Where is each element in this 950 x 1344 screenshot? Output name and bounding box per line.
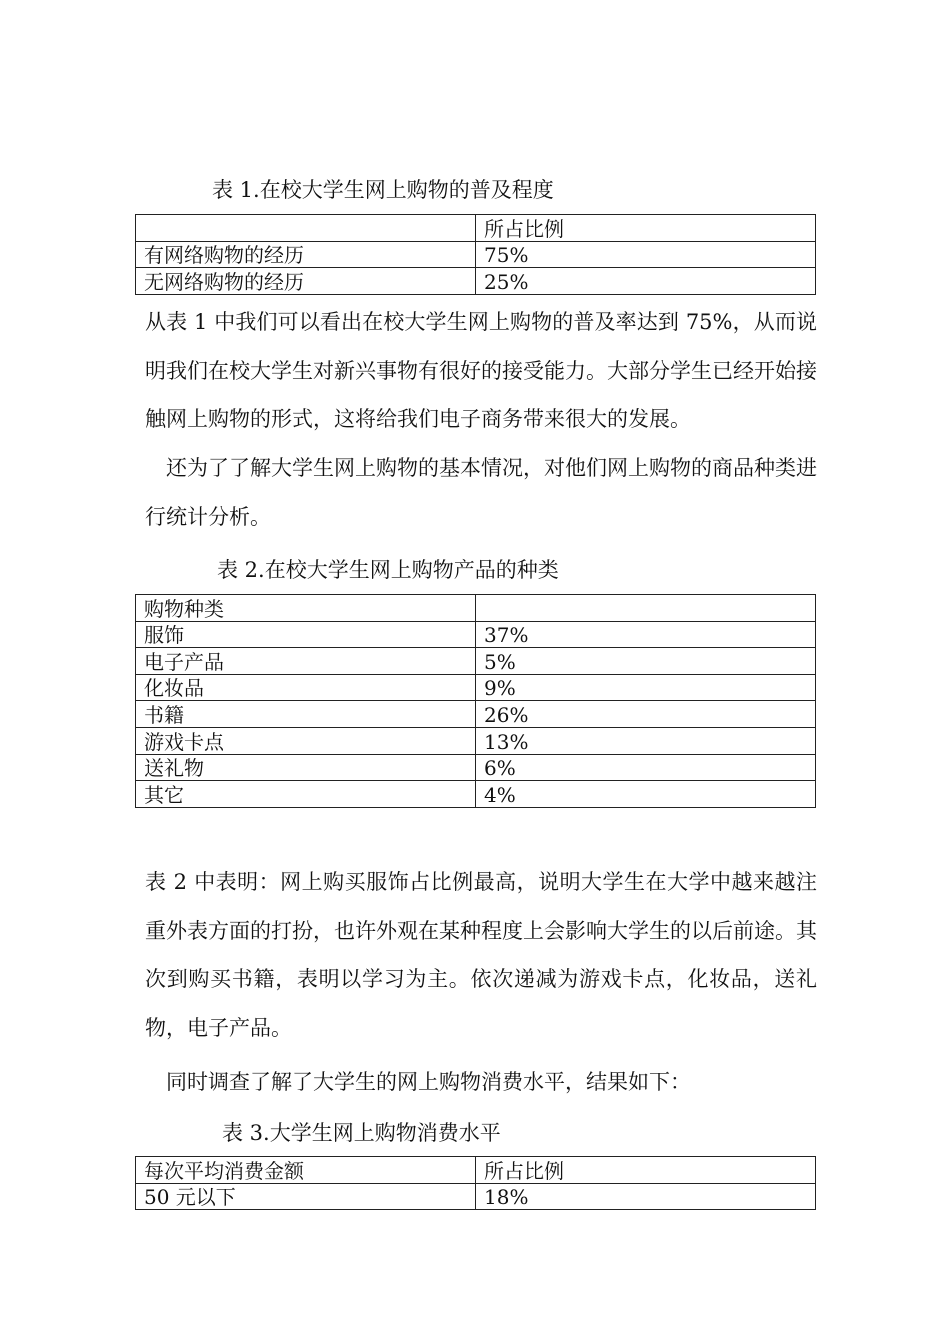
table3 (135, 1156, 816, 1210)
table-header-cell (476, 595, 816, 622)
table-cell: 4% (476, 781, 816, 808)
table-row (136, 701, 816, 728)
table-row (136, 268, 816, 295)
table-cell: 化妆品 (136, 674, 476, 701)
table1 (135, 214, 816, 295)
table-cell: 37% (476, 621, 816, 648)
table2 (135, 594, 816, 808)
table-row (136, 727, 816, 754)
paragraph-4: 同时调查了解了大学生的网上购物消费水平，结果如下： (166, 1070, 691, 1094)
table-row (136, 674, 816, 701)
table-row (136, 621, 816, 648)
paragraph-2: 还为了了解大学生网上购物的基本情况，对他们网上购物的商品种类进行统计分析。 (145, 456, 817, 529)
table-cell: 服饰 (136, 621, 476, 648)
table-row (136, 1183, 816, 1210)
table-cell: 13% (476, 727, 816, 754)
table-header-cell (136, 215, 476, 242)
table-cell: 9% (476, 674, 816, 701)
table-header-cell: 每次平均消费金额 (136, 1157, 476, 1184)
table1-caption: 表 1.在校大学生网上购物的普及程度 (212, 178, 554, 202)
table-header-row (136, 215, 816, 242)
table-row (136, 648, 816, 675)
table-cell: 25% (476, 268, 816, 295)
table-cell: 无网络购物的经历 (136, 268, 476, 295)
table-cell: 有网络购物的经历 (136, 241, 476, 268)
table-cell: 电子产品 (136, 648, 476, 675)
table-cell: 其它 (136, 781, 476, 808)
paragraph-1: 从表 1 中我们可以看出在校大学生网上购物的普及率达到 75%，从而说明我们在校大学生对新兴事物有很好的接受能力。大部分学生已经开始接触网上购物的形式，这将给我们电子商务带来很大的发展。 (145, 310, 817, 431)
table-row (136, 781, 816, 808)
table2-caption: 表 2.在校大学生网上购物产品的种类 (217, 558, 559, 582)
table-cell: 18% (476, 1183, 816, 1210)
table-cell: 5% (476, 648, 816, 675)
table-cell: 26% (476, 701, 816, 728)
table-cell: 6% (476, 754, 816, 781)
paragraph-3: 表 2 中表明：网上购买服饰占比例最高，说明大学生在大学中越来越注重外表方面的打扮，也许外观在某种程度上会影响大学生的以后前途。其次到购买书籍，表明以学习为主。依次递减为游戏卡点，化妆品，送礼物，电子产品。 (145, 870, 817, 1040)
table-cell: 50 元以下 (136, 1183, 476, 1210)
table3-caption: 表 3.大学生网上购物消费水平 (222, 1121, 501, 1145)
table-cell: 75% (476, 241, 816, 268)
table-header-cell: 所占比例 (476, 1157, 816, 1184)
table-cell: 书籍 (136, 701, 476, 728)
table-cell: 送礼物 (136, 754, 476, 781)
table-header-row (136, 595, 816, 622)
table-header-row (136, 1157, 816, 1184)
table-row (136, 754, 816, 781)
table-header-cell: 购物种类 (136, 595, 476, 622)
table-row (136, 241, 816, 268)
table-header-cell: 所占比例 (476, 215, 816, 242)
table-cell: 游戏卡点 (136, 727, 476, 754)
